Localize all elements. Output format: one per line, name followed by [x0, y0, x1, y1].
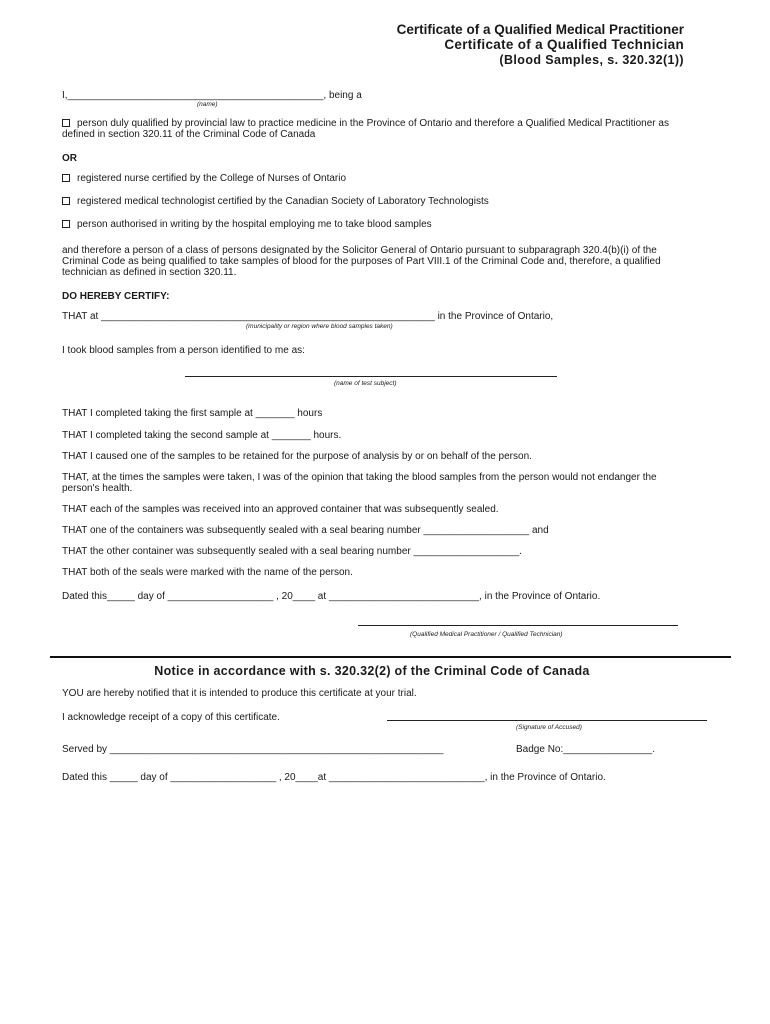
- retained-line: THAT I caused one of the samples to be retained for the purpose of analysis by or on behalf of the person.: [62, 451, 532, 462]
- first-sample-line: THAT I completed taking the first sample at _______ hours: [62, 408, 323, 419]
- option-nurse: [62, 173, 346, 184]
- acknowledge-line: I acknowledge receipt of a copy of this certificate.: [62, 712, 280, 723]
- option-technologist-text: registered medical technologist certified by the Canadian Society of Laboratory Technologists: [77, 196, 489, 207]
- notice-dated-line: Dated this _____ day of ___________________ , 20____at ____________________________, in the Province of Ontario.: [62, 772, 606, 783]
- container-line: THAT each of the samples was received into an approved container that was subsequently sealed.: [62, 504, 499, 515]
- checkbox-nurse[interactable]: [62, 174, 70, 182]
- intro-suffix: , being a: [323, 90, 362, 101]
- certificate-header: [397, 22, 684, 69]
- option-authorised: [62, 219, 432, 230]
- notified-line: YOU are hereby notified that it is intended to produce this certificate at your trial.: [62, 688, 417, 699]
- checkbox-medical-practitioner[interactable]: [62, 119, 70, 127]
- dated-line: Dated this_____ day of ___________________ , 20____ at ___________________________, in the Province of Ontario.: [62, 591, 601, 602]
- served-by-line: Served by ____________________________________________________________: [62, 744, 444, 755]
- signature-caption: (Qualified Medical Practitioner / Qualified Technician): [410, 631, 563, 638]
- intro-prefix: I,: [62, 90, 68, 101]
- option-medical-practitioner: [62, 118, 682, 140]
- seals-marked-line: THAT both of the seals were marked with the name of the person.: [62, 567, 353, 578]
- place-caption: (municipality or region where blood samples taken): [246, 323, 393, 330]
- second-sample-line: THAT I completed taking the second sample at _______ hours.: [62, 430, 342, 441]
- checkbox-authorised[interactable]: [62, 220, 70, 228]
- place-blank[interactable]: ____________________________________________________________: [101, 311, 435, 322]
- opinion-line: THAT, at the times the samples were taken, I was of the opinion that taking the blood samples from the person would not endanger the person's health.: [62, 472, 657, 494]
- certify-heading: DO HEREBY CERTIFY:: [62, 291, 170, 302]
- title-qualified-technician: Certificate of a Qualified Technician: [444, 37, 684, 52]
- accused-caption: (Signature of Accused): [516, 724, 582, 731]
- that-at-prefix: THAT at: [62, 311, 99, 322]
- option-technologist: [62, 196, 489, 207]
- designation-paragraph: and therefore a person of a class of persons designated by the Solicitor General of Ontario pursuant to subparagraph 320.4(b)(i) of the Criminal Code as being qualified to take samples of blood for the purposes of Part VIII.1 of the Criminal Code and, therefore, a qualified technician as defined in section 320.11.: [62, 245, 661, 278]
- seal-other-line: THAT the other container was subsequently sealed with a seal bearing number ___________________.: [62, 546, 522, 557]
- section-divider: [50, 656, 731, 658]
- checkbox-technologist[interactable]: [62, 197, 70, 205]
- practitioner-signature-line[interactable]: [358, 625, 678, 626]
- subject-caption: (name of test subject): [334, 380, 397, 387]
- option-nurse-text: registered nurse certified by the College of Nurses of Ontario: [77, 173, 347, 184]
- test-subject-signature-line[interactable]: [185, 376, 557, 377]
- seal-one-line: THAT one of the containers was subsequently sealed with a seal bearing number ___________________ and: [62, 525, 549, 536]
- name-blank[interactable]: ______________________________________________: [67, 90, 324, 101]
- name-caption: (name): [197, 101, 218, 108]
- notice-title: Notice in accordance with s. 320.32(2) of the Criminal Code of Canada: [154, 664, 590, 678]
- that-at-suffix: in the Province of Ontario,: [437, 311, 554, 322]
- title-blood-samples: (Blood Samples, s. 320.32(1)): [499, 53, 684, 67]
- that-at-line: [62, 311, 553, 322]
- badge-line: Badge No:________________.: [516, 744, 656, 755]
- title-medical-practitioner: Certificate of a Qualified Medical Practitioner: [396, 22, 684, 37]
- took-samples-line: I took blood samples from a person identified to me as:: [62, 345, 305, 356]
- option-authorised-text: person authorised in writing by the hospital employing me to take blood samples: [77, 219, 432, 230]
- or-label: OR: [62, 153, 77, 164]
- intro-line: [62, 90, 362, 101]
- accused-signature-line[interactable]: [387, 720, 707, 721]
- option-medical-text: person duly qualified by provincial law to practice medicine in the Province of Ontario and therefore a Qualified Medical Practitioner as defined in section 320.11 of the Criminal Code of Canada: [62, 118, 669, 140]
